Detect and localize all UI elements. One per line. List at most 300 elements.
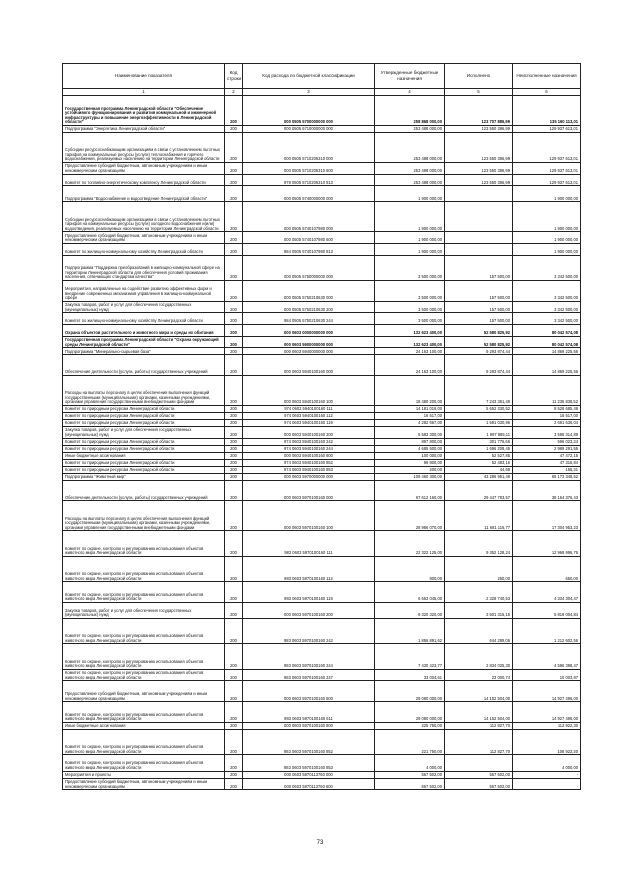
row-approved: 99 800,00 [375,459,445,466]
row-name: Комитет по природным ресурсам Ленинградской области [63,438,225,445]
row-budget-code: 000 0505 5700000000 000 [243,96,375,126]
row-unexecuted: 1 900 000,00 [513,243,581,255]
row-unexecuted: 2 691 636,04 [513,419,581,426]
row-name: Комитет по охране, контролю и регулированию использования объектов животного мира Ленинградской области [63,619,225,644]
table-row [63,480,581,501]
row-unexecuted: 1 212 602,56 [513,619,581,644]
row-approved: 253 488 000,00 [375,174,445,186]
row-approved: 14 181 016,00 [375,405,445,412]
page-number: 73 [316,840,324,846]
row-name: Комитет по природным ресурсам Ленинградской области [63,405,225,412]
row-unexecuted: 2 989 291,55 [513,445,581,452]
row-approved: 29 080 000,00 [375,702,445,723]
row-name: Комитет по природным ресурсам Ленинградской области [63,445,225,452]
row-unexecuted: 650,00 [513,556,581,581]
table-row [63,473,581,480]
row-line-code: 200 [225,232,243,244]
row-unexecuted: 1 900 000,00 [513,232,581,244]
row-line-code: 200 [225,582,243,603]
row-budget-code: 000 0603 5970113760 000 [243,771,375,778]
report-sheet [62,63,580,790]
table-row [63,419,581,426]
row-executed: 3 501 315,16 [445,602,513,618]
row-name: Комитет по природным ресурсам Ленинградской области [63,412,225,419]
row-name: Предоставление субсидий бюджетным, автономным учреждениям и иным некоммерческим организациям [63,232,225,244]
row-budget-code: 974 0603 5940100160 853 [243,466,375,473]
table-row [63,301,581,313]
row-line-code: 200 [225,126,243,133]
table-row [63,452,581,459]
row-unexecuted: 1 900 000,00 [513,186,581,202]
row-name: Расходы на выплаты персоналу в целях обеспечения выполнения функций государственными (муниципальными) органами, казенными учреждениями, органами управления государственными внебюджетными фондами [63,501,225,531]
row-name: Иные бюджетные ассигнования [63,723,225,730]
row-line-code: 200 [225,426,243,438]
table-row [63,324,581,336]
row-line-code: 200 [225,438,243,445]
row-executed: 44,69 [445,466,513,473]
row-unexecuted: 3 342 500,00 [513,280,581,301]
row-line-code: 200 [225,480,243,501]
row-line-code: 200 [225,771,243,778]
row-approved: 24 163 100,00 [375,348,445,355]
row-budget-code: 000 0603 5970100160 600 [243,681,375,702]
row-name: Подпрограмма "Минерально-сырьевая база" [63,348,225,355]
table-row [63,255,581,280]
table-row [63,778,581,790]
row-budget-code: 000 0603 5900000000 000 [243,336,375,348]
row-approved: 3 500 000,00 [375,301,445,313]
row-approved: 4 685 500,00 [375,445,445,452]
row-unexecuted: 4 000,00 [513,755,581,771]
row-unexecuted: 14 927 496,00 [513,702,581,723]
column-number: 3 [243,89,375,96]
row-unexecuted: 14 869 225,56 [513,355,581,376]
table-row [63,723,581,730]
row-budget-code: 000 0603 5970113760 600 [243,778,375,790]
row-line-code: 200 [225,452,243,459]
row-unexecuted: 3 342 500,00 [513,313,581,325]
table-row [63,771,581,778]
row-name: Комитет по природным ресурсам Ленинградской области [63,459,225,466]
row-line-code: 200 [225,702,243,723]
row-name: Комитет по охране, контролю и регулированию использования объектов животного мира Ленинградской области [63,556,225,581]
row-approved: 4 000,00 [375,755,445,771]
row-approved: 1 900 000,00 [375,243,445,255]
row-name: Закупка товаров, работ и услуг для обеспечения государственных (муниципальных) нужд [63,426,225,438]
row-name: Комитет по жилищно-коммунальному хозяйству Ленинградской области [63,313,225,325]
row-line-code: 200 [225,419,243,426]
row-approved: 100 000,00 [375,452,445,459]
row-approved: 9 320 320,00 [375,602,445,618]
table-row [63,730,581,755]
row-line-code: 200 [225,644,243,669]
row-name: Обеспечение деятельности (услуги, работы) государственных учреждений [63,355,225,376]
row-line-code: 200 [225,501,243,531]
row-executed: 112 827,70 [445,730,513,755]
column-number: 1 [63,89,225,96]
row-budget-code: 983 0603 5970100160 853 [243,755,375,771]
row-approved: 24 163 100,00 [375,355,445,376]
row-unexecuted: 4 334 304,47 [513,582,581,603]
table-row [63,375,581,405]
row-name: Государственная программа Ленинградской области "Обеспечение устойчивого функционирования и развития коммунальной и инженерной инфраструктуры и повышение энергоэффективности в Ленинградской области" [63,96,225,126]
table-row [63,582,581,603]
row-unexecuted: 135 160 113,01 [513,96,581,126]
row-line-code: 200 [225,602,243,618]
row-line-code: 200 [225,531,243,556]
row-approved: 4 282 667,00 [375,419,445,426]
row-executed: 123 550 386,99 [445,126,513,133]
header-unexecuted: Неисполненные назначения [513,64,581,89]
row-approved: 132 623 400,00 [375,324,445,336]
row-executed: 11 681 116,77 [445,501,513,531]
row-line-code: 200 [225,163,243,175]
row-name: Комитет по охране, контролю и регулированию использования объектов животного мира Ленинградской области [63,669,225,681]
table-row [63,313,581,325]
table-row [63,501,581,531]
row-budget-code: 974 0603 5940100160 119 [243,419,375,426]
row-unexecuted: 8 528 685,48 [513,405,581,412]
row-unexecuted: 16 517,00 [513,412,581,419]
row-executed: 123 550 386,99 [445,174,513,186]
row-line-code: 200 [225,730,243,755]
row-name: Охрана объектов растительного и животного мира и среды их обитания [63,324,225,336]
row-name: Комитет по охране, контролю и регулированию использования объектов животного мира Ленинградской области [63,730,225,755]
row-unexecuted: 14 927 496,00 [513,681,581,702]
row-executed: 9 352 128,24 [445,531,513,556]
row-line-code: 200 [225,412,243,419]
row-name: Комитет по жилищно-коммунальному хозяйству Ленинградской области [63,243,225,255]
row-executed [445,202,513,232]
row-line-code: 200 [225,755,243,771]
column-number-row [63,89,581,96]
row-unexecuted: 5 819 004,84 [513,602,581,618]
row-name: Предоставление субсидий бюджетным, автономным учреждениям и иным некоммерческим организациям [63,778,225,790]
row-executed: 250,00 [445,556,513,581]
row-budget-code: 983 0603 5970100160 247 [243,669,375,681]
row-approved: 200,00 [375,466,445,473]
row-budget-code: 000 0603 5940000000 000 [243,348,375,355]
row-approved: 28 986 070,00 [375,501,445,531]
row-executed: 14 152 504,00 [445,702,513,723]
row-budget-code: 974 0603 5940100160 244 [243,445,375,452]
row-line-code: 200 [225,375,243,405]
row-line-code: 200 [225,556,243,581]
table-row [63,426,581,438]
row-line-code: 200 [225,133,243,163]
row-budget-code: 983 0603 5970100160 111 [243,531,375,556]
row-budget-code: 000 0603 5970100160 000 [243,480,375,501]
row-approved: 33 004,61 [375,669,445,681]
row-budget-code: 000 0505 5750210630 200 [243,301,375,313]
row-unexecuted: 596 023,34 [513,438,581,445]
table-row [63,405,581,412]
row-budget-code: 000 0505 5750000000 000 [243,255,375,280]
row-budget-code: 974 0603 5940100160 852 [243,459,375,466]
row-approved: 567 502,00 [375,778,445,790]
row-approved: 1 856 891,62 [375,619,445,644]
table-row [63,174,581,186]
row-executed: 52 483,16 [445,459,513,466]
row-unexecuted: 129 937 613,01 [513,126,581,133]
row-unexecuted: - [513,771,581,778]
row-approved: 7 430 423,77 [375,644,445,669]
table-row [63,280,581,301]
row-line-code: 200 [225,669,243,681]
row-unexecuted: 112 922,30 [513,723,581,730]
table-row [63,602,581,618]
row-line-code: 200 [225,466,243,473]
row-executed: 9 293 874,44 [445,355,513,376]
row-budget-code: 983 0603 5970100160 852 [243,730,375,755]
row-name: Подпрограмма "Животный мир" [63,473,225,480]
row-unexecuted: 14 869 225,56 [513,348,581,355]
row-executed [445,755,513,771]
row-budget-code: 000 0603 5970100160 800 [243,723,375,730]
row-executed: 52 580 825,92 [445,336,513,348]
row-unexecuted: 129 937 613,01 [513,163,581,175]
row-approved: 258 868 000,00 [375,96,445,126]
row-approved: 3 500 000,00 [375,280,445,301]
header-line-code: Код строки [225,64,243,89]
row-executed: 9 293 874,44 [445,348,513,355]
row-budget-code: 000 0505 5740107980 600 [243,232,375,244]
row-approved: 18 480 200,00 [375,375,445,405]
row-line-code: 200 [225,405,243,412]
row-approved: 1 900 000,00 [375,202,445,232]
row-name: Комитет по охране, контролю и регулированию использования объектов животного мира Ленинградской области [63,582,225,603]
row-line-code: 200 [225,324,243,336]
table-row [63,755,581,771]
row-unexecuted: 108 922,30 [513,730,581,755]
row-executed [445,243,513,255]
row-line-code: 200 [225,778,243,790]
row-name: Государственная программа Ленинградской области "Охрана окружающей среды Ленинградской области" [63,336,225,348]
row-approved: 5 583 300,00 [375,426,445,438]
table-row [63,336,581,348]
table-row [63,348,581,355]
column-number: 2 [225,89,243,96]
header-row [63,64,581,89]
row-unexecuted: 11 236 838,52 [513,375,581,405]
row-approved: 3 500 000,00 [375,313,445,325]
row-budget-code: 983 0603 5970100160 119 [243,582,375,603]
row-executed: 567 502,00 [445,771,513,778]
table-body [63,96,581,790]
table-row [63,445,581,452]
row-approved: 29 080 000,00 [375,681,445,702]
row-name: Комитет по охране, контролю и регулированию использования объектов животного мира Ленинградской области [63,531,225,556]
row-name: Мероприятия, направленные на содействие развитию эффективных форм и внедрение современных механизмов управления в жилищно-коммунальной сфере [63,280,225,301]
table-row [63,531,581,556]
row-budget-code: 000 0505 5710206310 000 [243,133,375,163]
row-line-code: 200 [225,280,243,301]
row-line-code: 200 [225,336,243,348]
row-line-code: 200 [225,174,243,186]
row-name: Комитет по топливно-энергетическому комплексу Ленинградской области [63,174,225,186]
row-unexecuted: 47 472,15 [513,452,581,459]
row-executed: 301 776,66 [445,438,513,445]
row-executed: 1 696 208,45 [445,445,513,452]
row-line-code: 200 [225,355,243,376]
table-row [63,669,581,681]
row-unexecuted: 155,31 [513,466,581,473]
row-line-code: 200 [225,255,243,280]
row-executed: 112 827,70 [445,723,513,730]
column-number: 6 [513,89,581,96]
row-approved: 1 900 000,00 [375,232,445,244]
table-row [63,96,581,126]
row-approved: 567 502,00 [375,771,445,778]
row-budget-code: 974 0603 5940100160 112 [243,412,375,419]
row-budget-code: 000 0603 5940100160 200 [243,426,375,438]
row-line-code: 200 [225,313,243,325]
row-budget-code: 000 0603 5970100160 200 [243,602,375,618]
table-row [63,681,581,702]
row-name: Субсидии ресурсоснабжающим организациям в связи с установлением льготных тарифов на коммунальные ресурсы (услуги) холодного водоснабжения и(или) водоотведения, реализуемых населению на территории Ленинградской области [63,202,225,232]
row-executed: 5 652 330,52 [445,405,513,412]
row-budget-code: 974 0603 5940100160 111 [243,405,375,412]
row-line-code: 200 [225,445,243,452]
table-row [63,412,581,419]
row-approved: 22 322 125,00 [375,531,445,556]
row-executed: 123 707 886,99 [445,96,513,126]
row-unexecuted: 3 585 314,89 [513,426,581,438]
row-budget-code: 000 0505 5740107980 000 [243,202,375,232]
row-name: Комитет по охране, контролю и регулированию использования объектов животного мира Ленинградской области [63,755,225,771]
row-name: Комитет по природным ресурсам Ленинградской области [63,419,225,426]
row-line-code: 200 [225,459,243,466]
row-executed: 23 000,74 [445,669,513,681]
row-name: Комитет по природным ресурсам Ленинградской области [63,466,225,473]
table-row [63,355,581,376]
header-budget-code: Код расхода по бюджетной классификации [243,64,375,89]
row-budget-code: 983 0603 5970100160 244 [243,644,375,669]
row-approved: 225 750,00 [375,723,445,730]
column-number: 5 [445,89,513,96]
row-budget-code: 000 0505 5710000000 000 [243,126,375,133]
row-budget-code: 000 0603 5940100160 000 [243,355,375,376]
row-unexecuted: 80 042 574,08 [513,324,581,336]
row-executed: 52 527,85 [445,452,513,459]
row-executed [445,412,513,419]
row-executed: 157 500,00 [445,280,513,301]
table-row [63,202,581,232]
row-name: Подпрограмма "Водоснабжение и водоотведение Ленинградской области" [63,186,225,202]
row-approved: 253 488 000,00 [375,126,445,133]
row-approved: 3 500 000,00 [375,255,445,280]
table-row [63,163,581,175]
row-line-code: 200 [225,348,243,355]
table-row [63,556,581,581]
row-approved: 1 900 000,00 [375,186,445,202]
row-name: Предоставление субсидий бюджетным, автономным учреждениям и иным некоммерческим организациям [63,163,225,175]
header-name: Наименование показателя [63,64,225,89]
row-line-code: 200 [225,619,243,644]
row-executed: 52 580 825,92 [445,324,513,336]
row-unexecuted: 129 937 613,01 [513,174,581,186]
row-budget-code: 000 0505 5750210630 000 [243,280,375,301]
row-unexecuted: 10 003,87 [513,669,581,681]
budget-execution-table [62,63,581,790]
row-approved: 132 623 400,00 [375,336,445,348]
row-budget-code: 978 0505 5710206310 813 [243,174,375,186]
row-executed: 644 289,06 [445,619,513,644]
row-executed: 157 500,00 [445,301,513,313]
row-line-code: 200 [225,723,243,730]
row-approved: 16 517,00 [375,412,445,419]
table-row [63,232,581,244]
row-approved: 6 663 045,00 [375,582,445,603]
row-line-code: 200 [225,301,243,313]
row-line-code: 200 [225,96,243,126]
table-row [63,438,581,445]
header-approved: Утвержденные бюджетные назначения [375,64,445,89]
row-unexecuted: 17 304 953,23 [513,501,581,531]
row-executed [445,186,513,202]
row-executed: 123 550 386,99 [445,133,513,163]
row-budget-code: 000 0505 5740000000 000 [243,186,375,202]
row-approved: 253 488 000,00 [375,163,445,175]
row-name: Подпрограмма "Поддержка преобразований в жилищно-коммунальной сфере на территории Ленинградской области для обеспечения условий проживания населения, отвечающих стандартам качества" [63,255,225,280]
row-name: Комитет по охране, контролю и регулированию использования объектов животного мира Ленинградской области [63,702,225,723]
row-name: Мероприятия и проекты [63,771,225,778]
row-approved: 897 800,00 [375,438,445,445]
table-row [63,243,581,255]
row-line-code: 200 [225,186,243,202]
row-budget-code: 000 0603 5940100160 800 [243,452,375,459]
row-executed: 14 152 504,00 [445,681,513,702]
row-unexecuted: 38 164 376,43 [513,480,581,501]
row-executed: 43 286 951,48 [445,473,513,480]
row-line-code: 200 [225,243,243,255]
row-unexecuted: 3 342 500,00 [513,255,581,280]
row-executed: 2 834 025,30 [445,644,513,669]
row-name: Обеспечение деятельности (услуги, работы) государственных учреждений [63,480,225,501]
row-budget-code: 000 0603 5940100160 100 [243,375,375,405]
row-unexecuted: - [513,778,581,790]
table-row [63,459,581,466]
row-executed: 567 502,00 [445,778,513,790]
row-unexecuted: 80 042 574,08 [513,336,581,348]
row-budget-code: 000 0603 5970000000 000 [243,473,375,480]
row-name: Комитет по охране, контролю и регулированию использования объектов животного мира Ленинградской области [63,644,225,669]
row-approved: 900,00 [375,556,445,581]
row-budget-code: 983 0603 5970100160 242 [243,619,375,644]
row-executed: 1 591 030,96 [445,419,513,426]
row-executed: 2 328 740,53 [445,582,513,603]
row-budget-code: 000 0603 0000000000 000 [243,324,375,336]
row-unexecuted: 4 596 398,47 [513,644,581,669]
row-unexecuted: 65 173 348,52 [513,473,581,480]
table-row [63,619,581,644]
table-row [63,133,581,163]
row-unexecuted: 47 316,84 [513,459,581,466]
row-line-code: 200 [225,202,243,232]
row-executed: 157 500,00 [445,255,513,280]
row-budget-code: 000 0505 5710206310 600 [243,163,375,175]
row-budget-code: 983 0603 5970100160 112 [243,556,375,581]
row-budget-code: 974 0603 5940100160 242 [243,438,375,445]
row-unexecuted: 1 900 000,00 [513,202,581,232]
table-row [63,702,581,723]
row-approved: 253 488 000,00 [375,133,445,163]
row-name: Иные бюджетные ассигнования [63,452,225,459]
row-unexecuted: 129 937 613,01 [513,133,581,163]
row-approved: 221 750,00 [375,730,445,755]
table-row [63,466,581,473]
row-executed: 123 550 386,99 [445,163,513,175]
